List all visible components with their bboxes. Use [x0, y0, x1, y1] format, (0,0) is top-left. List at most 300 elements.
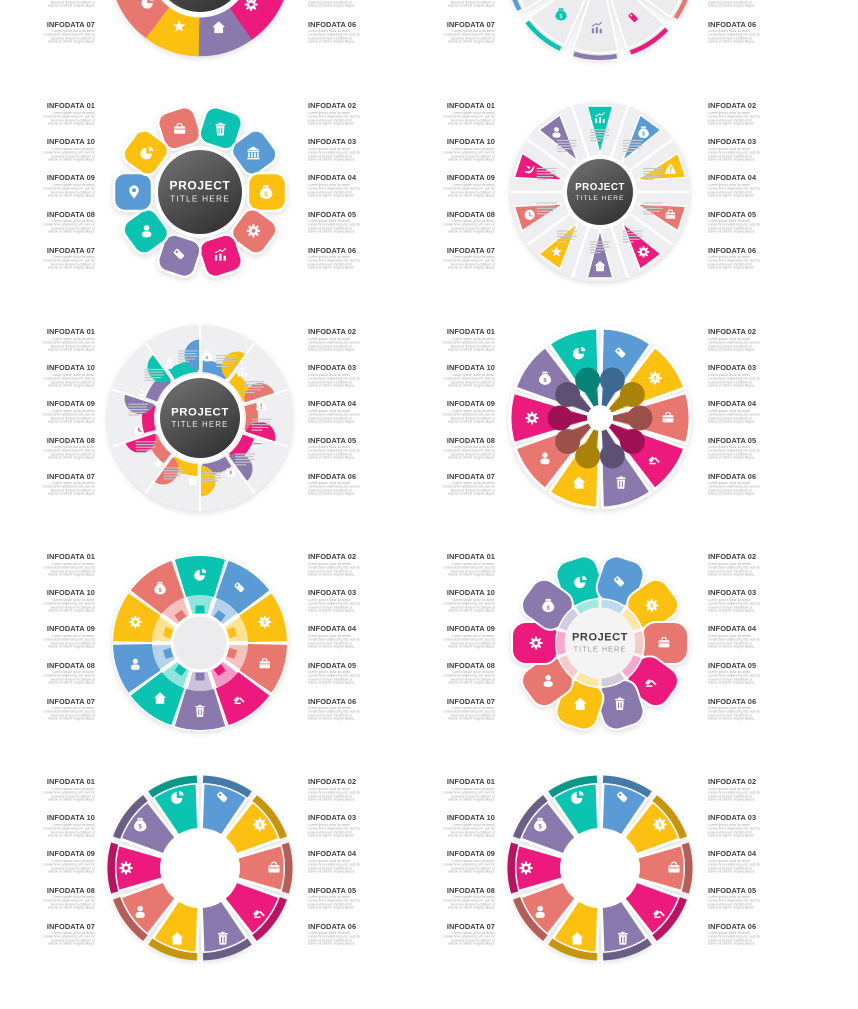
infodata-heading: INFODATA 04 [308, 624, 357, 634]
lorem-line: eiusmod tempor incididunt ut [308, 605, 353, 610]
lorem-line: labore et dolore magna aliqua. [448, 266, 495, 271]
infodata-heading: INFODATA 08 [446, 885, 495, 895]
lorem-line: consectetur adipiscing elit, sed do [308, 186, 360, 191]
infodata-block-left-1 [345, 588, 495, 622]
infodata-heading: INFODATA 05 [708, 209, 757, 219]
lorem-line: consectetur adipiscing elit, sed do [708, 710, 760, 715]
infodata-heading: INFODATA 09 [446, 399, 495, 409]
infodata-block-right-2 [708, 399, 858, 433]
infodata-body [29, 256, 95, 270]
lorem-line: consectetur adipiscing elit, sed do [708, 186, 760, 191]
lorem-line: eiusmod tempor incididunt ut [450, 0, 495, 5]
lorem-line: labore et dolore magna aliqua. [708, 157, 755, 162]
lorem-line: Lorem ipsum dolor sit amet, [52, 931, 95, 936]
lorem-line: labore et dolore magna aliqua. [308, 681, 355, 685]
infodata-block-left-1 [0, 813, 95, 847]
infodata-block-right-4 [708, 922, 858, 956]
infodata-body [429, 860, 495, 874]
lorem-line: consectetur adipiscing elit, sed do [708, 565, 760, 570]
lorem-line: Lorem ipsum dolor sit amet, [708, 859, 751, 864]
lorem-line: Lorem ipsum dolor sit amet, [452, 481, 495, 486]
lorem-line: Lorem ipsum dolor sit amet, [52, 859, 95, 864]
lorem-line: eiusmod tempor incididunt ut [450, 605, 495, 610]
dollar-gear-icon [258, 616, 270, 628]
infodata-heading: INFODATA 07 [46, 921, 95, 931]
lorem-line: labore et dolore magna aliqua. [308, 383, 355, 388]
lorem-line: eiusmod tempor incididunt ut [708, 226, 753, 231]
lorem-line: eiusmod tempor incididunt ut [708, 793, 753, 798]
infodata-heading: INFODATA 06 [708, 245, 757, 255]
infodata-heading: INFODATA 07 [446, 921, 495, 931]
infodata-heading: INFODATA 01 [46, 327, 95, 336]
infodata-body [429, 256, 495, 270]
infodata-block-left-3 [0, 661, 95, 695]
lorem-line: labore et dolore magna aliqua. [48, 492, 95, 497]
infographic-bubble-sectors [100, 318, 300, 518]
lorem-line: eiusmod tempor incididunt ut [308, 36, 353, 41]
lorem-line: labore et dolore magna aliqua. [708, 869, 755, 874]
lorem-line: Lorem ipsum dolor sit amet, [452, 634, 495, 639]
lorem-line: Lorem ipsum dolor sit amet, [308, 823, 351, 827]
lorem-line: consectetur adipiscing elit, sed do [443, 114, 495, 119]
slide-flower-petals [400, 552, 800, 784]
lorem-line: eiusmod tempor incididunt ut [450, 36, 495, 41]
infodata-body [708, 563, 774, 577]
slide-pie-outer-rim [0, 777, 400, 1009]
lorem-line: labore et dolore magna aliqua. [48, 157, 95, 162]
infodata-body [708, 446, 774, 460]
lorem-line: eiusmod tempor incididunt ut [450, 452, 495, 457]
lorem-line: eiusmod tempor incididunt ut [308, 154, 353, 159]
lorem-line: consectetur adipiscing elit, sed do [43, 223, 95, 227]
infodata-body [708, 932, 774, 946]
infodata-block-left-3 [0, 210, 95, 244]
infodata-body [429, 220, 495, 234]
lorem-line: Lorem ipsum dolor sit amet, [52, 219, 95, 224]
infodata-heading: INFODATA 01 [446, 101, 495, 110]
lorem-line: Lorem ipsum dolor sit amet, [452, 823, 495, 827]
lorem-line: Lorem ipsum dolor sit amet, [452, 147, 495, 151]
svg-text:$: $ [642, 131, 645, 138]
clock-icon [525, 210, 535, 220]
lorem-line: eiusmod tempor incididunt ut [450, 641, 495, 646]
lorem-line: labore et dolore magna aliqua. [48, 942, 95, 947]
lorem-line: consectetur adipiscing elit, sed do [43, 376, 95, 381]
lorem-line: labore et dolore magna aliqua. [448, 157, 495, 162]
infodata-body [29, 0, 95, 8]
lorem-line: consectetur adipiscing elit, sed do [708, 826, 760, 831]
lorem-line: Lorem ipsum dolor sit amet, [52, 183, 95, 188]
lorem-line: labore et dolore magna aliqua. [708, 906, 755, 910]
lorem-line: eiusmod tempor incididunt ut [708, 830, 753, 835]
center-title: PROJECT [171, 406, 229, 419]
infodata-heading: INFODATA 10 [446, 588, 495, 598]
infodata-heading: INFODATA 05 [708, 660, 757, 670]
infodata-block-left-2 [345, 849, 495, 883]
lorem-line: consectetur adipiscing elit, sed do [708, 114, 760, 119]
lorem-line: Lorem ipsum dolor sit amet, [308, 561, 351, 566]
lorem-line: eiusmod tempor incididunt ut [308, 416, 353, 421]
infodata-block-right-3 [708, 436, 858, 470]
infodata-body [708, 860, 774, 874]
lorem-line: labore et dolore magna aliqua. [308, 942, 355, 947]
lorem-line: eiusmod tempor incididunt ut [308, 226, 353, 231]
lorem-line: Lorem ipsum dolor sit amet, [308, 29, 351, 34]
lorem-line: consectetur adipiscing elit, sed do [43, 674, 95, 678]
lorem-line: labore et dolore magna aliqua. [48, 869, 95, 874]
lorem-line: Lorem ipsum dolor sit amet, [708, 445, 751, 450]
dollar-gear-icon [253, 818, 266, 831]
center-subtitle: TITLE HERE [573, 644, 627, 654]
lorem-line: labore et dolore magna aliqua. [308, 869, 355, 874]
infodata-body [29, 30, 95, 44]
infodata-heading: INFODATA 04 [708, 624, 757, 634]
lorem-line: consectetur adipiscing elit, sed do [43, 710, 95, 715]
lorem-line: labore et dolore magna aliqua. [48, 230, 95, 234]
svg-text:$: $ [263, 619, 267, 626]
lorem-line: Lorem ipsum dolor sit amet, [708, 670, 751, 675]
svg-text:$: $ [650, 603, 654, 610]
lorem-line: eiusmod tempor incididunt ut [308, 117, 353, 122]
lorem-line: consectetur adipiscing elit, sed do [443, 899, 495, 903]
lorem-line: consectetur adipiscing elit, sed do [708, 899, 760, 903]
lorem-line: labore et dolore magna aliqua. [448, 419, 495, 424]
lorem-line: consectetur adipiscing elit, sed do [43, 637, 95, 642]
infodata-heading: INFODATA 06 [308, 245, 357, 255]
lorem-line: labore et dolore magna aliqua. [308, 4, 355, 8]
lorem-line: labore et dolore magna aliqua. [48, 347, 95, 352]
lorem-line: labore et dolore magna aliqua. [448, 797, 495, 802]
lorem-line: eiusmod tempor incididunt ut [50, 713, 95, 718]
infodata-body [29, 446, 95, 460]
infodata-body [29, 220, 95, 234]
infodata-body [29, 482, 95, 496]
lorem-line: Lorem ipsum dolor sit amet, [52, 409, 95, 414]
lorem-line: consectetur adipiscing elit, sed do [708, 150, 760, 155]
infodata-heading: INFODATA 05 [308, 660, 357, 670]
gear-icon [247, 224, 260, 237]
lorem-line: labore et dolore magna aliqua. [708, 572, 755, 577]
gear-icon [119, 861, 132, 874]
infodata-block-left-3 [345, 436, 495, 470]
lorem-line: labore et dolore magna aliqua. [708, 833, 755, 838]
infodata-heading: INFODATA 06 [308, 921, 357, 931]
lorem-line: Lorem ipsum dolor sit amet, [452, 859, 495, 864]
lorem-line: consectetur adipiscing elit, sed do [43, 259, 95, 264]
lorem-line: consectetur adipiscing elit, sed do [443, 862, 495, 867]
infographic-pie-outer-rim [500, 768, 700, 968]
infodata-block-left-4 [345, 697, 495, 731]
infodata-block-right-1 [708, 588, 858, 622]
lorem-line: eiusmod tempor incididunt ut [708, 605, 753, 610]
lorem-line: eiusmod tempor incididunt ut [450, 226, 495, 231]
lorem-line: labore et dolore magna aliqua. [448, 456, 495, 460]
infodata-block-left-4 [0, 697, 95, 731]
infodata-body [29, 635, 95, 649]
lorem-line: consectetur adipiscing elit, sed do [443, 601, 495, 606]
infodata-heading: INFODATA 08 [46, 209, 95, 219]
infodata-body [429, 563, 495, 577]
infodata-body [708, 148, 774, 162]
svg-text:$: $ [258, 822, 262, 829]
lorem-line: consectetur adipiscing elit, sed do [308, 674, 360, 678]
infodata-block-right-3 [708, 210, 858, 244]
lorem-line: eiusmod tempor incididunt ut [308, 902, 353, 907]
lorem-line: labore et dolore magna aliqua. [448, 906, 495, 910]
lorem-line: eiusmod tempor incididunt ut [50, 488, 95, 493]
lorem-line: labore et dolore magna aliqua. [308, 797, 355, 802]
lorem-line: labore et dolore magna aliqua. [448, 833, 495, 838]
lorem-line: consectetur adipiscing elit, sed do [443, 33, 495, 38]
lorem-line: eiusmod tempor incididunt ut [450, 713, 495, 718]
lorem-line: Lorem ipsum dolor sit amet, [708, 409, 751, 414]
lorem-line: consectetur adipiscing elit, sed do [308, 412, 360, 417]
infodata-heading: INFODATA 09 [46, 173, 95, 183]
lorem-line: eiusmod tempor incididunt ut [708, 641, 753, 646]
lorem-line: eiusmod tempor incididunt ut [708, 713, 753, 718]
lorem-line: consectetur adipiscing elit, sed do [43, 790, 95, 795]
infographic-pie-dark-tips [500, 318, 700, 518]
gear-icon [129, 616, 141, 628]
lorem-line: Lorem ipsum dolor sit amet, [308, 147, 351, 151]
lorem-line: eiusmod tempor incididunt ut [450, 117, 495, 122]
lorem-line: consectetur adipiscing elit, sed do [43, 565, 95, 570]
lorem-line: labore et dolore magna aliqua. [48, 572, 95, 577]
lorem-line: labore et dolore magna aliqua. [448, 4, 495, 8]
infodata-body [429, 338, 495, 352]
infodata-block-right-3 [708, 886, 858, 920]
lorem-line: labore et dolore magna aliqua. [448, 40, 495, 45]
lorem-line: consectetur adipiscing elit, sed do [308, 449, 360, 453]
dollar-gear-icon [648, 372, 661, 385]
lorem-line: labore et dolore magna aliqua. [708, 797, 755, 802]
lorem-line: Lorem ipsum dolor sit amet, [452, 373, 495, 377]
infographic-gray-petals-arcs [500, 0, 700, 66]
infodata-heading: INFODATA 02 [308, 552, 357, 561]
infodata-body [708, 635, 774, 649]
infodata-body [29, 563, 95, 577]
infodata-block-left-3 [0, 436, 95, 470]
lorem-line: Lorem ipsum dolor sit amet, [52, 336, 95, 341]
lorem-line: labore et dolore magna aliqua. [48, 644, 95, 649]
infodata-body [708, 184, 774, 198]
lorem-line: labore et dolore magna aliqua. [708, 4, 755, 8]
infodata-heading: INFODATA 03 [708, 137, 757, 147]
infodata-body [429, 374, 495, 388]
lorem-line: consectetur adipiscing elit, sed do [43, 485, 95, 490]
lorem-line: consectetur adipiscing elit, sed do [43, 935, 95, 940]
lorem-line: labore et dolore magna aliqua. [48, 121, 95, 126]
infodata-body [429, 932, 495, 946]
lorem-line: consectetur adipiscing elit, sed do [443, 449, 495, 453]
lorem-line: labore et dolore magna aliqua. [308, 572, 355, 577]
lorem-line: eiusmod tempor incididunt ut [708, 0, 753, 5]
lorem-line: labore et dolore magna aliqua. [48, 608, 95, 613]
lorem-line: labore et dolore magna aliqua. [448, 869, 495, 874]
lorem-line: eiusmod tempor incididunt ut [50, 605, 95, 610]
lorem-line: labore et dolore magna aliqua. [308, 456, 355, 460]
infodata-heading: INFODATA 07 [446, 19, 495, 29]
lorem-line: labore et dolore magna aliqua. [448, 572, 495, 577]
infodata-body [29, 410, 95, 424]
gear-icon [525, 411, 538, 424]
infodata-block-left-1 [0, 588, 95, 622]
infodata-block-right-3 [708, 661, 858, 695]
svg-text:$: $ [229, 470, 233, 476]
lorem-line: Lorem ipsum dolor sit amet, [308, 895, 351, 900]
infodata-block-left-1 [345, 137, 495, 171]
trash-icon [615, 698, 625, 710]
lorem-line: Lorem ipsum dolor sit amet, [308, 110, 351, 115]
slide-rounded-petals [0, 101, 400, 333]
lorem-line: eiusmod tempor incididunt ut [708, 452, 753, 457]
infodata-heading: INFODATA 10 [446, 813, 495, 823]
lorem-line: Lorem ipsum dolor sit amet, [52, 634, 95, 639]
infodata-body [429, 896, 495, 910]
lorem-line: labore et dolore magna aliqua. [708, 419, 755, 424]
infodata-heading: INFODATA 02 [708, 552, 757, 561]
lorem-line: Lorem ipsum dolor sit amet, [708, 373, 751, 377]
lorem-line: Lorem ipsum dolor sit amet, [708, 29, 751, 34]
lorem-line: Lorem ipsum dolor sit amet, [708, 183, 751, 188]
infodata-heading: INFODATA 07 [46, 19, 95, 29]
infodata-body [708, 599, 774, 613]
lorem-line: Lorem ipsum dolor sit amet, [708, 931, 751, 936]
infodata-body [29, 184, 95, 198]
lorem-line: labore et dolore magna aliqua. [448, 193, 495, 198]
lorem-line: eiusmod tempor incididunt ut [308, 677, 353, 682]
infographic-wheel-ring [100, 543, 300, 743]
infodata-heading: INFODATA 03 [708, 363, 757, 373]
infodata-heading: INFODATA 03 [308, 813, 357, 823]
infodata-body [708, 338, 774, 352]
infographic-sector-triangles [500, 92, 700, 292]
lorem-line: Lorem ipsum dolor sit amet, [52, 823, 95, 827]
slide-pie-outer-rim [400, 777, 800, 1009]
infodata-block-right-2 [708, 849, 858, 883]
infodata-block-left-2 [345, 624, 495, 658]
infodata-block-right-2 [708, 624, 858, 658]
infodata-heading: INFODATA 03 [708, 588, 757, 598]
lorem-line: Lorem ipsum dolor sit amet, [708, 336, 751, 341]
lorem-line: Lorem ipsum dolor sit amet, [708, 598, 751, 602]
svg-text:$: $ [538, 824, 542, 831]
infodata-heading: INFODATA 10 [46, 363, 95, 373]
lorem-line: eiusmod tempor incididunt ut [50, 380, 95, 385]
infodata-block-left-2 [345, 173, 495, 207]
lorem-line: Lorem ipsum dolor sit amet, [308, 336, 351, 341]
lorem-line: consectetur adipiscing elit, sed do [708, 935, 760, 940]
infodata-heading: INFODATA 09 [446, 173, 495, 183]
lorem-line: eiusmod tempor incididunt ut [308, 488, 353, 493]
lorem-line: labore et dolore magna aliqua. [448, 492, 495, 497]
lorem-line: consectetur adipiscing elit, sed do [308, 485, 360, 490]
lorem-line: eiusmod tempor incididunt ut [308, 0, 353, 5]
infodata-heading: INFODATA 01 [446, 327, 495, 336]
infodata-block-left-3 [345, 886, 495, 920]
infodata-heading: INFODATA 04 [308, 399, 357, 409]
lorem-line: Lorem ipsum dolor sit amet, [708, 823, 751, 827]
lorem-line: Lorem ipsum dolor sit amet, [708, 147, 751, 151]
infodata-block-left-3 [0, 886, 95, 920]
infodata-heading: INFODATA 03 [308, 363, 357, 373]
infodata-block-left-1 [0, 363, 95, 397]
lorem-line: eiusmod tempor incididunt ut [308, 641, 353, 646]
lorem-line: labore et dolore magna aliqua. [448, 608, 495, 613]
infodata-block-left-2 [0, 399, 95, 433]
lorem-line: eiusmod tempor incididunt ut [450, 343, 495, 348]
infodata-body [708, 0, 774, 8]
infodata-heading: INFODATA 01 [46, 552, 95, 561]
center-title: PROJECT [575, 181, 625, 193]
lorem-line: Lorem ipsum dolor sit amet, [308, 409, 351, 414]
infodata-heading: INFODATA 09 [446, 624, 495, 634]
infodata-heading: INFODATA 08 [46, 885, 95, 895]
lorem-line: eiusmod tempor incididunt ut [50, 36, 95, 41]
lorem-line: consectetur adipiscing elit, sed do [708, 33, 760, 38]
infographic-flower-petals [500, 543, 700, 743]
lorem-line: Lorem ipsum dolor sit amet, [452, 409, 495, 414]
lorem-line: consectetur adipiscing elit, sed do [43, 412, 95, 417]
infodata-heading: INFODATA 04 [708, 849, 757, 859]
lorem-line: consectetur adipiscing elit, sed do [443, 186, 495, 191]
infodata-heading: INFODATA 01 [446, 777, 495, 786]
lorem-line: eiusmod tempor incididunt ut [50, 190, 95, 195]
infodata-body [429, 824, 495, 838]
slide-wheel-ring [0, 552, 400, 784]
center-subtitle: TITLE HERE [171, 420, 229, 430]
lorem-line: consectetur adipiscing elit, sed do [443, 935, 495, 940]
lorem-line: Lorem ipsum dolor sit amet, [308, 859, 351, 864]
infodata-body [708, 707, 774, 721]
infodata-body [29, 338, 95, 352]
lorem-line: consectetur adipiscing elit, sed do [708, 637, 760, 642]
lorem-line: labore et dolore magna aliqua. [708, 942, 755, 947]
trash-icon [616, 476, 626, 488]
infodata-heading: INFODATA 03 [708, 813, 757, 823]
lorem-line: consectetur adipiscing elit, sed do [443, 485, 495, 490]
lorem-line: consectetur adipiscing elit, sed do [443, 259, 495, 264]
infodata-heading: INFODATA 04 [708, 399, 757, 409]
infodata-heading: INFODATA 06 [308, 471, 357, 481]
lorem-line: eiusmod tempor incididunt ut [450, 830, 495, 835]
infodata-block-left-2 [345, 399, 495, 433]
infodata-body [429, 446, 495, 460]
trash-icon [216, 123, 226, 136]
lorem-line: Lorem ipsum dolor sit amet, [452, 29, 495, 34]
infodata-body [708, 256, 774, 270]
lorem-line: consectetur adipiscing elit, sed do [708, 340, 760, 345]
lorem-line: Lorem ipsum dolor sit amet, [452, 706, 495, 711]
infodata-body [708, 788, 774, 802]
lorem-line: Lorem ipsum dolor sit amet, [708, 219, 751, 224]
lorem-line: eiusmod tempor incididunt ut [50, 641, 95, 646]
infodata-heading: INFODATA 06 [308, 19, 357, 29]
lorem-line: consectetur adipiscing elit, sed do [443, 150, 495, 155]
lorem-line: consectetur adipiscing elit, sed do [708, 601, 760, 606]
lorem-line: eiusmod tempor incididunt ut [708, 190, 753, 195]
slide-pie-dark-tips [400, 327, 800, 559]
infodata-block-right-4 [708, 246, 858, 280]
lorem-line: labore et dolore magna aliqua. [48, 906, 95, 910]
lorem-line: eiusmod tempor incididunt ut [308, 793, 353, 798]
dollar-gear-icon [645, 599, 658, 612]
lorem-line: eiusmod tempor incididunt ut [708, 866, 753, 871]
trash-icon [618, 932, 628, 945]
infodata-heading: INFODATA 10 [46, 588, 95, 598]
infodata-heading: INFODATA 08 [46, 435, 95, 445]
lorem-line: consectetur adipiscing elit, sed do [308, 935, 360, 940]
